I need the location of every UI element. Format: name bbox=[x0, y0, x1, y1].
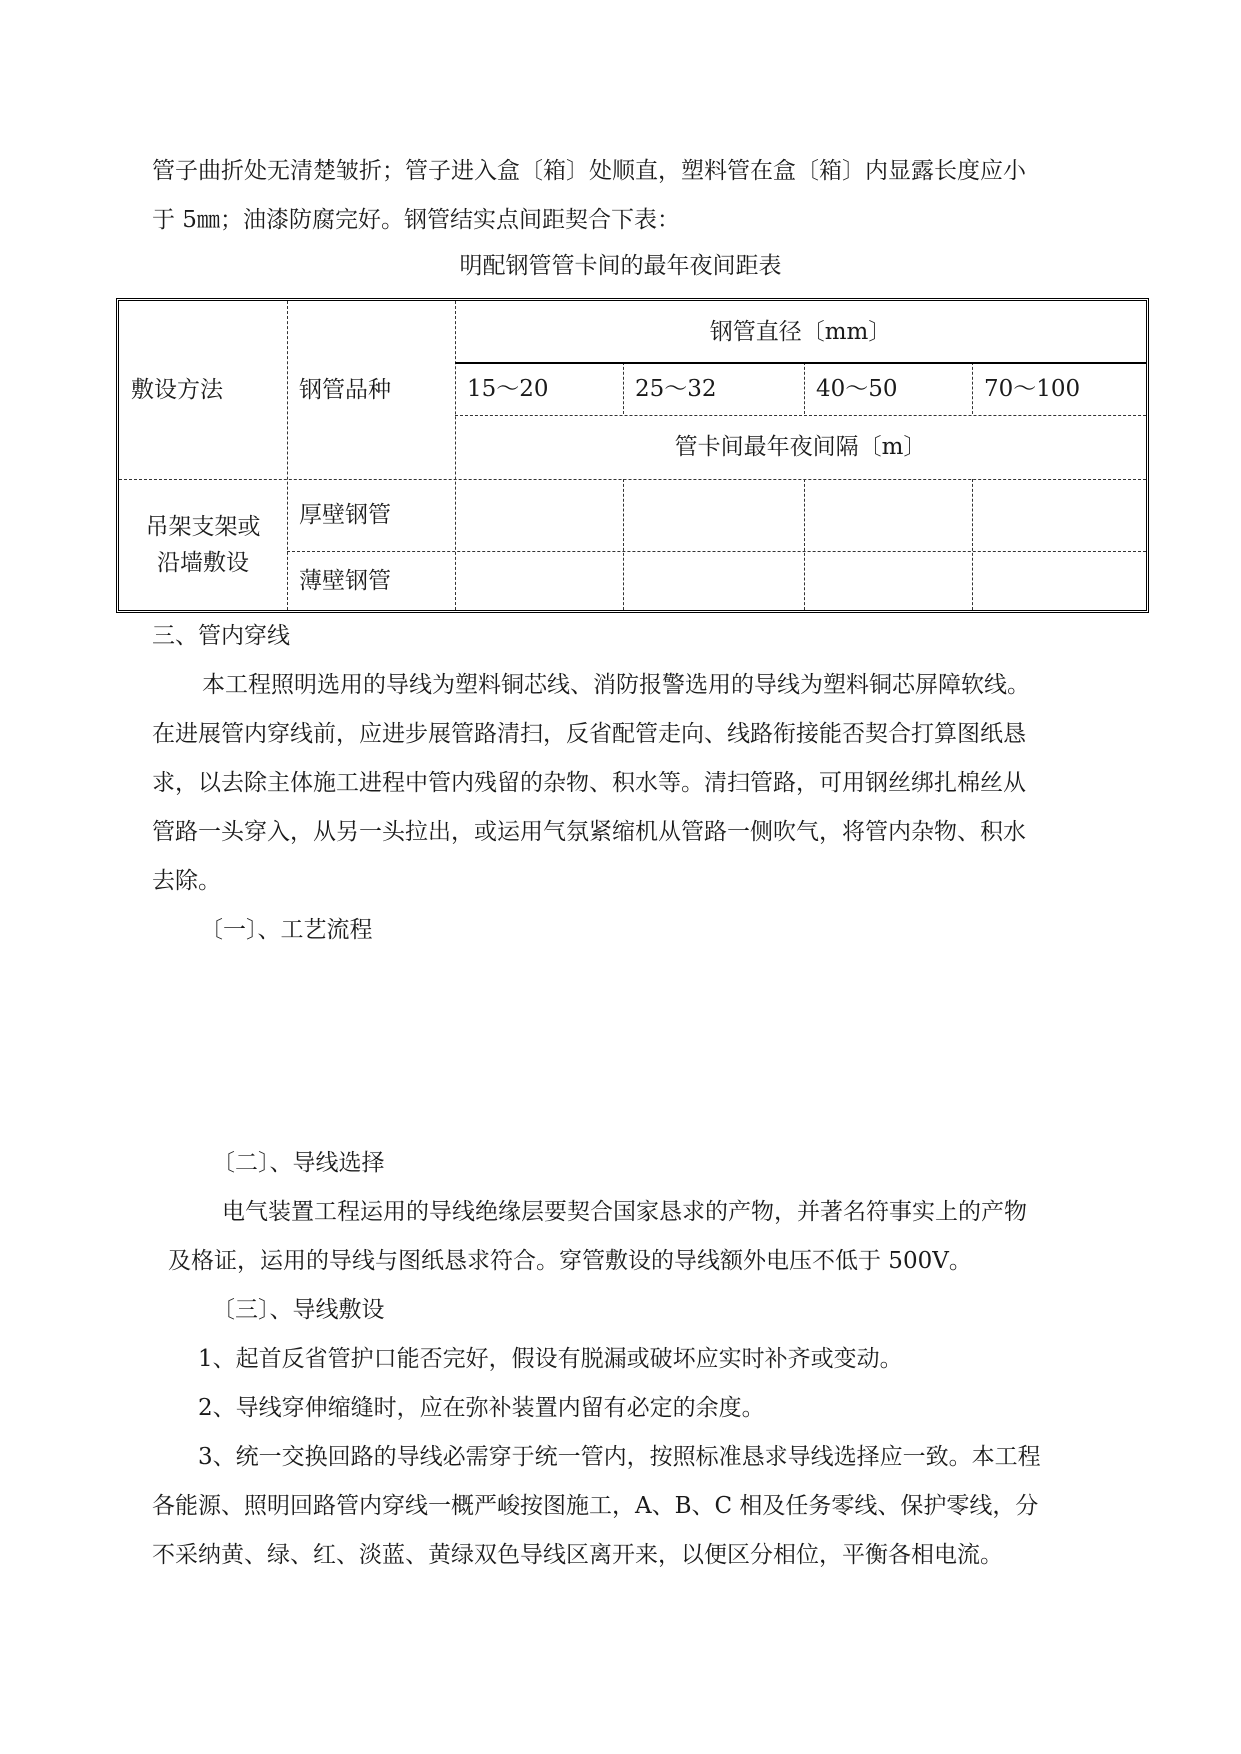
table-divider bbox=[804, 362, 805, 414]
body-line: 及格证，运用的导线与图纸恳求符合。穿管敷设的导线额外电压不低于 500V。 bbox=[168, 1248, 972, 1274]
wire-laying-list bbox=[152, 1335, 1041, 1580]
body-line: 本工程照明选用的导线为塑料铜芯线、消防报警选用的导线为塑料铜芯屏障软线。 bbox=[202, 672, 1030, 698]
method-line: 吊架支架或 bbox=[145, 513, 261, 540]
table-divider bbox=[287, 301, 288, 610]
list-item: 3、统一交换回路的导线必需穿于统一管内，按照标准恳求导线选择应一致。本工程 bbox=[198, 1444, 1041, 1470]
list-item: 各能源、照明回路管内穿线一概严峻按图施工，A、B、C 相及任务零线、保护零线，分 bbox=[152, 1493, 1039, 1519]
table-divider bbox=[972, 362, 973, 414]
subheading-wire-selection: 〔二〕、导线选择 bbox=[212, 1150, 385, 1176]
list-item: 2、导线穿伸缩缝时，应在弥补装置内留有必定的余度。 bbox=[198, 1395, 765, 1421]
body-line: 电气装置工程运用的导线绝缘层要契合国家恳求的产物，并著名符事实上的产物 bbox=[222, 1199, 1027, 1225]
subheading-wire-laying: 〔三〕、导线敷设 bbox=[212, 1297, 385, 1323]
table-divider bbox=[972, 479, 973, 610]
table-divider bbox=[623, 362, 624, 414]
header-spacing: 管卡间最年夜间隔〔m〕 bbox=[674, 434, 927, 460]
list-item: 1、起首反省管护口能否完好，假设有脱漏或破坏应实时补齐或变动。 bbox=[198, 1346, 903, 1372]
method-cell bbox=[119, 479, 287, 610]
subheading-process: 〔一〕、工艺流程 bbox=[200, 917, 373, 943]
table-divider bbox=[804, 479, 805, 610]
range-cell: 15～20 bbox=[467, 375, 549, 402]
header-type: 钢管品种 bbox=[299, 377, 391, 403]
header-diameter: 钢管直径〔mm〕 bbox=[709, 318, 892, 345]
list-item: 不采纳黄、绿、红、淡蓝、黄绿双色导线区离开来，以便区分相位，平衡各相电流。 bbox=[152, 1542, 1003, 1568]
body-line: 管路一头穿入，从另一头拉出，或运用气氛紧缩机从管路一侧吹气，将管内杂物、积水 bbox=[152, 819, 1026, 845]
body-line: 去除。 bbox=[152, 868, 221, 894]
range-cell: 40～50 bbox=[816, 375, 898, 402]
table-divider bbox=[623, 479, 624, 610]
body-line: 求，以去除主体施工进程中管内残留的杂物、积水等。清扫管路，可用钢丝绑扎棉丝从 bbox=[152, 770, 1026, 796]
table-caption: 明配钢管管卡间的最年夜间距表 bbox=[459, 253, 782, 279]
range-cell: 25～32 bbox=[635, 375, 717, 402]
header-method: 敷设方法 bbox=[131, 377, 223, 403]
range-cell: 70～100 bbox=[984, 375, 1081, 402]
intro-paragraph bbox=[152, 147, 1026, 245]
section-body bbox=[152, 661, 1030, 906]
intro-line-1: 管子曲折处无清楚皱折；管子进入盒〔箱〕处顺直，塑料管在盒〔箱〕内显露长度应小 bbox=[152, 158, 1026, 184]
method-line: 沿墙敷设 bbox=[157, 549, 249, 576]
type-thick-cell: 厚壁钢管 bbox=[299, 502, 391, 528]
body-line: 在进展管内穿线前，应进步展管路清扫，反省配管走向、线路衔接能否契合打算图纸恳 bbox=[152, 721, 1026, 747]
type-thin-cell: 薄壁钢管 bbox=[299, 567, 391, 594]
intro-line-2: 于 5㎜；油漆防腐完好。钢管结实点间距契合下表： bbox=[152, 207, 680, 233]
spacing-table bbox=[116, 298, 1149, 613]
wire-selection-body bbox=[168, 1188, 1027, 1286]
section-heading: 三、管内穿线 bbox=[152, 623, 290, 649]
